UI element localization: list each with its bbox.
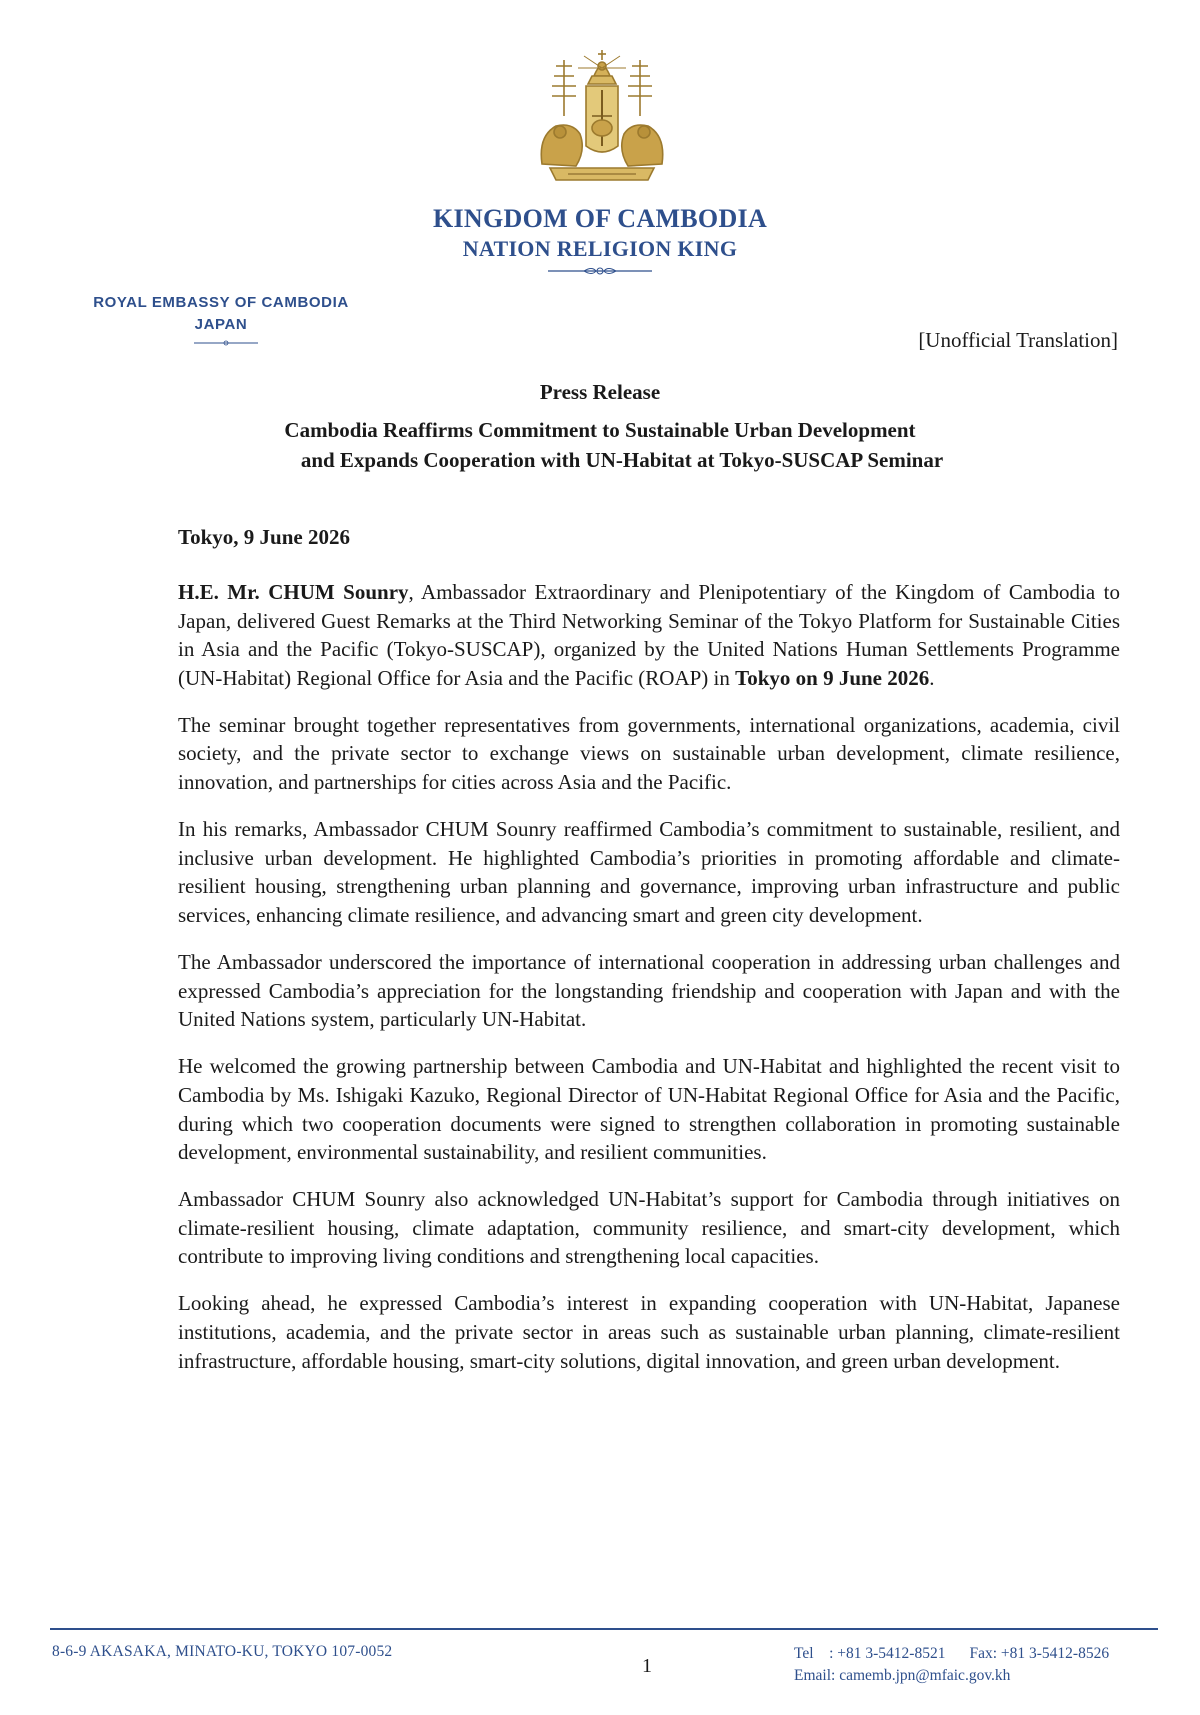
paragraph-7: Looking ahead, he expressed Cambodia’s interest in expanding cooperation with UN-Habitat, Japanese institutions, academia, and the private sector in areas such as sustainable urban planning, climate-resilient infrastructure, affordable housing, smart-city solutions, digital innovation, and green urban development. [178, 1291, 1120, 1373]
national-motto: NATION RELIGION KING [462, 236, 738, 261]
page-number: 1 [642, 1655, 652, 1677]
footer-divider [50, 1628, 1158, 1630]
embassy-name: ROYAL EMBASSY OF CAMBODIA [93, 294, 349, 311]
country-heading: KINGDOM OF CAMBODIA [432, 204, 768, 233]
ambassador-name: H.E. Mr. CHUM Sounry [178, 580, 409, 604]
paragraph-4: The Ambassador underscored the importance of international cooperation in addressing urban challenges and expressed Cambodia’s appreciation for the longstanding friendship and cooperation with Japan and with the United Nations system, particularly UN-Habitat. [178, 950, 1120, 1032]
footer-contact [794, 1643, 1109, 1687]
paragraph-5: He welcomed the growing partnership between Cambodia and UN-Habitat and highlighted the recent visit to Cambodia by Ms. Ishigaki Kazuko, Regional Director of UN-Habitat Regional Office for Asia and the Pacific, during which two cooperation documents were signed to strengthen collaboration in promoting sustainable development, environmental sustainability, and resilient communities. [178, 1054, 1120, 1165]
footer-fax: Fax: +81 3-5412-8526 [969, 1645, 1110, 1662]
footer-address: 8-6-9 AKASAKA, MINATO-KU, TOKYO 107-0052 [52, 1643, 393, 1660]
paragraph-2: The seminar brought together representatives from governments, international organizations, academia, civil society, and the private sector to exchange views on sustainable urban development, climate resilience, innovation, and partnerships for cities across Asia and the Pacific. [178, 712, 1120, 795]
paragraph-1-text-b: . [929, 665, 935, 690]
document-type: Press Release [539, 380, 661, 404]
article-body [178, 578, 1120, 1394]
translation-note: [Unofficial Translation] [918, 328, 1118, 352]
dateline: Tokyo, 9 June 2026 [178, 525, 350, 549]
royal-arms-of-cambodia-icon [528, 46, 676, 186]
footer-tel: Tel : +81 3-5412-8521 [794, 1645, 946, 1662]
headline-line-1: Cambodia Reaffirms Commitment to Sustainable Urban Development [284, 418, 916, 442]
footer-email: Email: camemb.jpn@mfaic.gov.kh [794, 1667, 1011, 1684]
paragraph-1 [178, 578, 1120, 692]
paragraph-1-text-a: , Ambassador Extraordinary and Plenipotentiary of the Kingdom of Cambodia to Japan, delivered Guest Remarks at the Third Networking Seminar of the Tokyo Platform for Sustainable Cities in Asia and the Pacific (Tokyo-SUSCAP), organized by the United Nations Human Settlements Programme (UN-Habitat) Regional Office for Asia and the Pacific (ROAP) in [178, 580, 1120, 690]
embassy-country: JAPAN [194, 316, 248, 333]
small-ornament-icon [194, 340, 258, 346]
event-place-date: Tokyo on 9 June 2026 [735, 665, 930, 690]
paragraph-3: In his remarks, Ambassador CHUM Sounry reaffirmed Cambodia’s commitment to sustainable, resilient, and inclusive urban development. He highlighted Cambodia’s priorities in promoting affordable and climate-resilient housing, strengthening urban planning and governance, improving urban infrastructure and public services, enhancing climate resilience, and advancing smart and green city development. [178, 817, 1120, 927]
paragraph-6: Ambassador CHUM Sounry also acknowledged UN-Habitat’s support for Cambodia through initiatives on climate-resilient housing, climate adaptation, community resilience, and smart-city development, which contribute to improving living conditions and strengthening local capacities. [178, 1187, 1120, 1269]
headline-line-2: and Expands Cooperation with UN-Habitat at Tokyo-SUSCAP Seminar [300, 448, 944, 472]
ornament-divider-icon [548, 266, 652, 276]
